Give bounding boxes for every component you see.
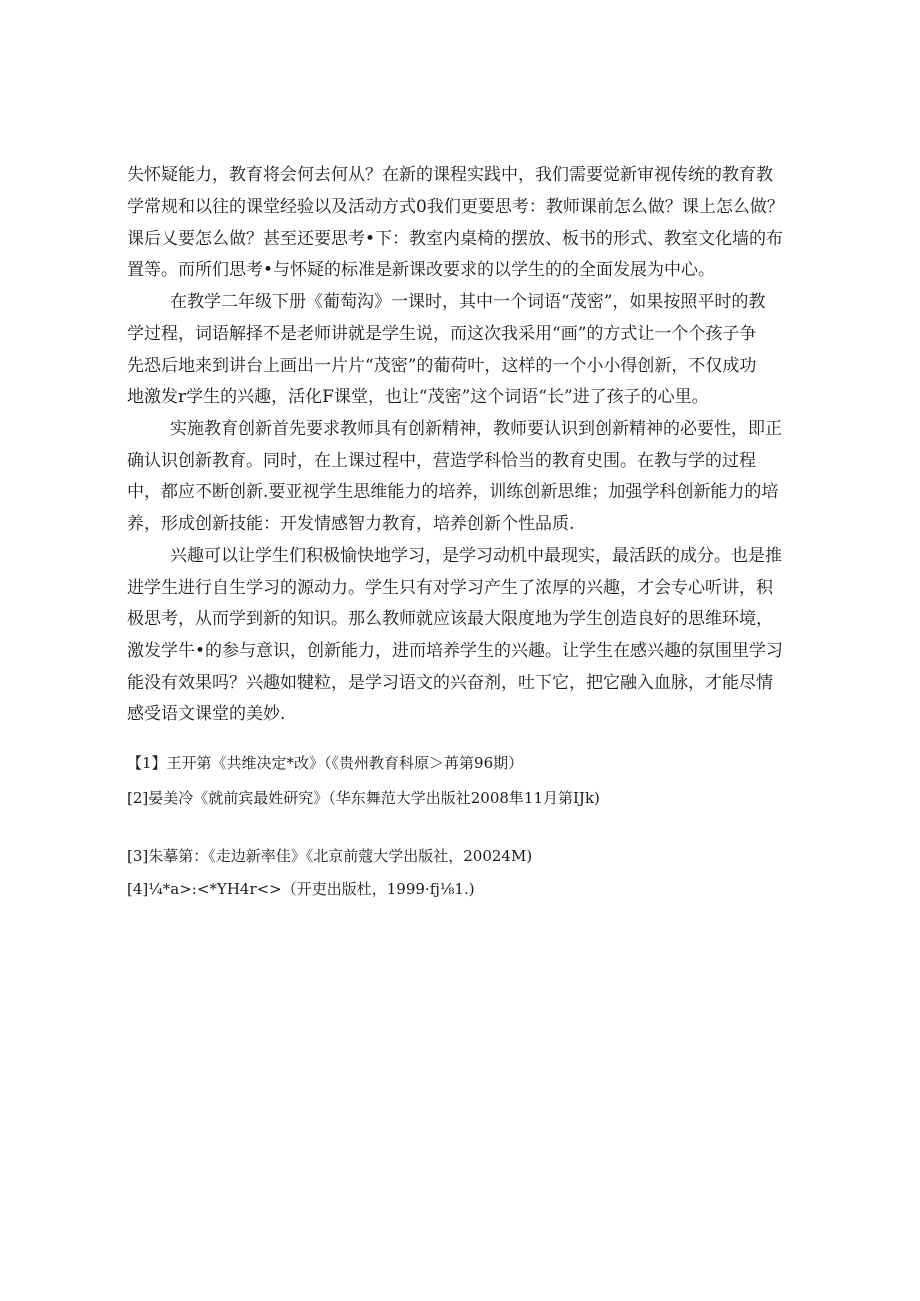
- text-line: 极思考，从而学到新的知识。那么教师就应该最大限度地为学生创造良好的思维环境，: [127, 609, 773, 629]
- reference-item: [4]¼*a>:<*YH4r<>（开吏出版杜，1999·fj⅛1.): [127, 880, 475, 898]
- reference-item: [2]晏美冷《就前宾最姓研究》（华东舞范大学出版社2008隼11月第IJk): [127, 789, 600, 807]
- text-line: 确认识创新教育。同时，在上课过程中，营造学科恰当的教育史围。在教与学的过程: [127, 451, 756, 471]
- text-line: 学常规和以往的课堂经验以及活动方式0我们更要思考：教师课前怎么做？课上怎么做？: [127, 197, 784, 217]
- text-line: 置等。而所们思考•与怀疑的标准是新课改要求的以学生的的全面发展为中心。: [127, 260, 716, 280]
- text-line: 能没有效果吗？兴趣如犍粒，是学习语文的兴奋剂，吐下它，把它融入血脉，才能尽情: [127, 673, 773, 693]
- text-line: 学过程，词语解择不是老师讲就是学生说，而这次我采用“画”的方式让一个个孩子争: [127, 324, 757, 344]
- text-line: 先恐后地来到讲台上画出一片片“茂密”的葡荷叶，这样的一个小小得创新，不仅成功: [127, 356, 757, 376]
- text-line: 养，形成创新技能：开发情感智力教育，培养创新个性品质.: [127, 514, 575, 534]
- reference-item: 【1】王开第《共维决定*改》（《贵州教育科原＞苒第96期）: [127, 754, 524, 772]
- text-line: 进学生进行自生学习的源动力。学生只有对学习产生了浓厚的兴趣，才会专心听讲，积: [127, 578, 773, 598]
- reference-item: [3]朱摹第：《走边新率佳》《北京前蔻大学出版社，20024M): [127, 847, 533, 865]
- text-line: 课后乂要怎么做？甚至还要思考•下：教室内桌椅的摆放、板书的形式、教室文化墙的布: [127, 229, 784, 249]
- text-line: 兴趣可以让学生们积极愉快地学习，是学习动机中最现实，最活跃的成分。也是推: [170, 546, 782, 566]
- text-line: 在教学二年级下册《葡萄沟》一课时，其中一个词语“茂密”，如果按照平时的教: [170, 292, 766, 312]
- text-line: 激发学牛•的参与意识，创新能力，进而培养学生的兴趣。让学生在感兴趣的氛围里学习: [127, 641, 784, 661]
- text-line: 感受语文课堂的美妙.: [127, 704, 286, 724]
- text-line: 地激发r学生的兴趣，活化F课堂，也让“茂密”这个词语“长”进了孩子的心里。: [127, 387, 709, 407]
- text-line: 实施教育创新首先要求教师具有创新精神，教师要认识到创新精神的必要性，即正: [170, 419, 782, 439]
- text-line: 中，都应不断创新.要亚视学生思维能力的培养，训练创新思维；加强学科创新能力的培: [127, 482, 779, 502]
- text-line: 失怀疑能力，教育将会何去何从？在新的课程实践中，我们需要觉新审视传统的教育教: [127, 165, 773, 185]
